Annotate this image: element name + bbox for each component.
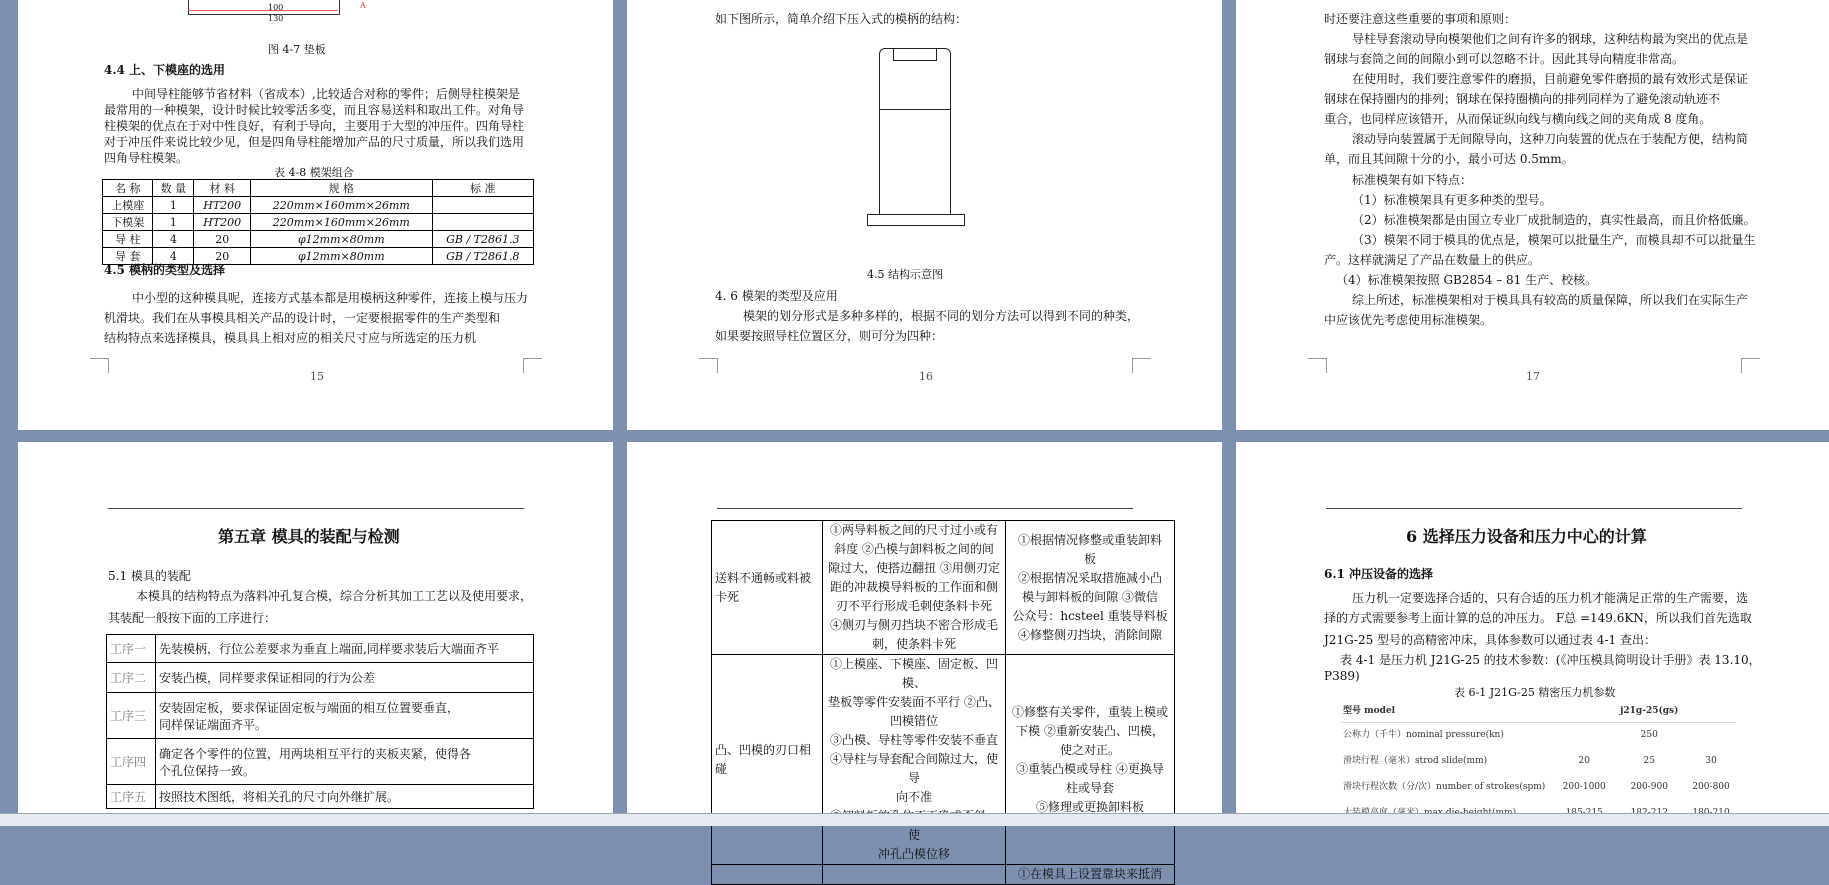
table-head-cell: 名 称 <box>103 180 153 197</box>
p17-line: （2）标准模架都是由国立专业厂成批制造的，真实性最高，而且价格低廉。 <box>1352 213 1756 227</box>
assembly-steps-table <box>106 634 534 809</box>
fix-line: ③重装凸模或导柱 ④更换导 <box>1016 761 1164 776</box>
para-4-4-line3: 柱模架的优点在于对中性良好，有利于导向，主要用于大型的冲压件。四角导柱 <box>104 119 525 133</box>
fault-name: 凸、凹模的刃口相碰 <box>712 655 823 865</box>
table-cell: 220mm×160mm×26mm <box>251 214 433 231</box>
table-row <box>103 197 534 214</box>
table-cell: φ12mm×80mm <box>251 248 433 265</box>
spec-cell <box>1556 722 1612 748</box>
crop-mark <box>699 358 718 373</box>
spec-cell: 200-1000 <box>1562 782 1606 792</box>
p17-line: 时还要注意这些重要的事项和原则： <box>1324 12 1517 26</box>
page-18 <box>18 442 613 813</box>
heading-4-6: 4. 6 模架的类型及应用 <box>715 289 838 303</box>
cause-line: 隙过大，使搭边翻扭 ③用侧刃定 <box>828 561 1000 575</box>
step-desc-line: 安装固定板，要求保证固定板与端面的相互位置要垂直， <box>159 700 460 715</box>
fix-line: 公众号：hcsteel 重装导料板 <box>1012 608 1168 623</box>
cause-line: 刃不平行形成毛刺使条料卡死 <box>835 599 992 613</box>
page-number: 17 <box>1526 370 1540 383</box>
fault-name: 送料不通畅或料被卡死 <box>712 521 823 655</box>
para-4-6-line2: 如果要按照导柱位置区分，则可分为四种： <box>715 329 944 343</box>
fig-4-7-dim-line <box>188 10 338 11</box>
table-cell: 1 <box>153 214 194 231</box>
spec-head-cell <box>1686 700 1736 722</box>
table-cell <box>432 197 533 214</box>
handle-flange <box>867 214 965 226</box>
page-17 <box>1236 0 1829 430</box>
cause-line: 向不准 <box>895 790 932 804</box>
cause-line: 刺，使条料卡死 <box>871 637 956 651</box>
page-16 <box>627 0 1222 430</box>
spec-cell: 25 <box>1643 756 1655 766</box>
header-rule <box>1326 508 1742 509</box>
handle-structure-drawing <box>879 48 951 228</box>
p17-line: 单，而且其间隙十分的小，最小可达 0.5mm。 <box>1324 152 1574 166</box>
page-number: 16 <box>919 370 933 383</box>
table-cell: 导 套 <box>103 248 153 265</box>
step-desc: 按照技术图纸，将相关孔的尺寸向外继扩展。 <box>156 785 534 809</box>
cause-line: ①两导料板之间的尺寸过小或有 <box>829 523 998 537</box>
fix-line: 柱或导套 <box>1065 780 1114 795</box>
table-row <box>1340 774 1736 800</box>
p17-line: 钢球与套筒之间的间隙小到可以忽略不计。因此其导向精度非常高。 <box>1324 52 1685 66</box>
p17-line: 重合，也同样应该错开，从而保证纵向线与横向线之间的夹角成 8 度角。 <box>1324 112 1712 126</box>
table-head-cell: 规 格 <box>251 180 433 197</box>
table-cell: 220mm×160mm×26mm <box>251 197 433 214</box>
fault-fix <box>1006 655 1175 865</box>
step-desc-line: 同样保证端面齐平。 <box>159 717 268 732</box>
para-4-4-line4: 对于冲压件来说比较少见，但是四角导柱能增加产品的尺寸质量，所以我们选用 <box>104 135 525 149</box>
para-6-1-line5: P389) <box>1324 669 1360 683</box>
fix-line: ④修整侧刃挡块，消除间隙 <box>1017 627 1162 642</box>
crop-mark <box>1308 358 1327 373</box>
table-cell: 1 <box>153 197 194 214</box>
spec-cell: 250 <box>1640 730 1658 741</box>
table-cell: 20 <box>194 231 251 248</box>
page-number: 15 <box>310 370 324 383</box>
spec-cell: 200-900 <box>1630 782 1668 792</box>
fix-line: ①根据情况修整或重装卸料 <box>1017 532 1162 547</box>
para-6-1-line2: 择的方式需要参考上面计算的总的冲压力。 F总 =149.6KN，所以我们首先选取 <box>1324 611 1752 625</box>
table-cell: HT200 <box>194 197 251 214</box>
fault-fix <box>1006 521 1175 655</box>
step-desc: 先装模柄，行位公差要求为垂直上端面,同样要求装后大端面齐平 <box>156 635 534 663</box>
fix-line: 下模 ②重新安装凸、凹模， <box>1016 723 1164 738</box>
heading-5-1: 5.1 模具的装配 <box>108 569 191 583</box>
spec-cell: 20 <box>1578 756 1590 766</box>
p17-line: （3）模架不同于模具的优点是，模架可以批量生产，而模具却不可以批量生 <box>1352 233 1756 247</box>
table-row <box>107 663 534 693</box>
cause-line: 垫板等零件安装面不平行 ②凸、 <box>828 695 1000 709</box>
table-row <box>712 655 1175 865</box>
step-key: 工序二 <box>107 663 156 693</box>
p17-line: 钢球在保持圈内的排列；钢球在保持圈横向的排列同样为了避免滚动轨迹不 <box>1324 92 1721 106</box>
crop-mark <box>1132 358 1151 373</box>
step-key: 工序三 <box>107 693 156 739</box>
fault-fix: ①在模具上设置靠块来抵消 <box>1006 865 1175 885</box>
table-row <box>107 785 534 809</box>
heading-4-4: 4.4 上、下模座的选用 <box>104 63 226 77</box>
table-cell: GB / T2861.3 <box>432 231 533 248</box>
spec-head-cell: 型号 model <box>1343 705 1396 716</box>
header-rule <box>717 508 1133 509</box>
table-header-row <box>1340 700 1736 722</box>
step-desc-line: 个孔位保持一致。 <box>159 763 256 778</box>
handle-top-cap <box>893 48 937 61</box>
cause-line: 斜度 ②凸模与卸料板之间的间 <box>834 542 994 556</box>
heading-6-1: 6.1 冲压设备的选择 <box>1324 567 1434 581</box>
fig-4-7-dim-100: 100 <box>268 3 284 12</box>
table-cell: 20 <box>194 248 251 265</box>
para-4-4-line5: 四角导柱模架。 <box>104 151 189 165</box>
p17-line: （4）标准模架按照 GB2854 – 81 生产、校核。 <box>1336 273 1598 287</box>
table-row <box>712 865 1175 885</box>
table-cell: GB / T2861.8 <box>432 248 533 265</box>
crop-mark <box>1741 358 1760 373</box>
table-header-row <box>103 180 534 197</box>
p17-line: 产。这样就满足了产品在数量上的供应。 <box>1324 253 1541 267</box>
cause-line: ④导柱与导套配合间隙过大，使导 <box>829 752 998 785</box>
cause-line: ③凸模、导柱等零件安装不垂直 <box>829 733 998 747</box>
fault-cause <box>823 521 1006 655</box>
crop-mark <box>523 358 542 373</box>
spec-cell: 200-800 <box>1692 782 1730 792</box>
cause-line: 使 <box>907 828 920 842</box>
table-cell: 导 柱 <box>103 231 153 248</box>
table-row <box>103 231 534 248</box>
para-5-1-line2: 其装配一般按下面的工序进行： <box>108 611 277 625</box>
table-4-8 <box>102 179 534 265</box>
cause-line: 距的冲裁模导料板的工作面和侧 <box>829 580 998 594</box>
para-4-5-line1: 中小型的这种模具呢，连接方式基本都是用模柄这种零件，连接上模与压力 <box>132 291 529 305</box>
step-desc-line: 确定各个零件的位置，用两块相互平行的夹板夹紧，使得各 <box>159 746 472 761</box>
fault-cause <box>823 655 1006 865</box>
step-key: 工序五 <box>107 785 156 809</box>
chapter-5-title: 第五章 模具的装配与检测 <box>218 527 400 546</box>
fig-4-7-caption: 图 4-7 垫板 <box>268 43 326 56</box>
fix-line: 模与卸料板的间隙 ③微信 <box>1022 589 1158 604</box>
page-16-intro-line: 如下图所示，简单介绍下压入式的模柄的结构： <box>715 12 968 26</box>
table-row <box>1340 722 1736 748</box>
table-6-1-caption: 表 6-1 J21G-25 精密压力机参数 <box>1454 686 1616 699</box>
table-head-cell: 数 量 <box>153 180 194 197</box>
para-4-4-line1: 中间导柱能够节省材料（省成本）,比较适合对称的零件；后侧导柱模架是 <box>132 87 520 101</box>
para-4-6-line1: 模架的划分形式是多种多样的，根据不同的划分方法可以得到不同的种类， <box>743 309 1140 323</box>
fig-4-7-dim-130: 130 <box>268 14 284 23</box>
para-4-5-line2: 机滑块。我们在从事模具相关产品的设计时，一定要根据零件的生产类型和 <box>104 311 501 325</box>
fault-cause <box>823 865 1006 885</box>
step-desc <box>156 693 534 739</box>
bottom-scroll-strip[interactable] <box>0 813 1829 826</box>
crop-mark <box>90 358 109 373</box>
cause-line: 冲孔凸模位移 <box>877 847 950 861</box>
para-4-4-line2: 最常用的一种模架，设计时候比较零活多变，而且容易送料和取出工件。对角导 <box>104 103 525 117</box>
table-row <box>103 214 534 231</box>
cause-line: ④侧刃与侧刃挡块不密合形成毛 <box>829 618 998 632</box>
fig-4-5-caption: 4.5 结构示意图 <box>867 268 943 281</box>
table-head-cell: 标 准 <box>432 180 533 197</box>
spec-cell: 滑块行程（毫米）strod slide(mm) <box>1343 756 1488 766</box>
step-desc: 安装凸模，同样要求保证相同的行为公差 <box>156 663 534 693</box>
table-row <box>107 635 534 663</box>
fig-4-7-drawing <box>188 0 340 15</box>
spec-head-cell <box>1556 700 1612 722</box>
table-row <box>107 693 534 739</box>
table-cell <box>432 214 533 231</box>
chapter-6-title: 6 选择压力设备和压力中心的计算 <box>1406 527 1647 546</box>
table-cell: φ12mm×80mm <box>251 231 433 248</box>
fix-line: ②根据情况采取措施减小凸 <box>1017 570 1162 585</box>
para-6-1-line3: J21G-25 型号的高精密冲床，具体参数可以通过表 4-1 查出： <box>1324 633 1656 647</box>
table-head-cell: 材 料 <box>194 180 251 197</box>
table-row <box>107 739 534 785</box>
fix-line: 使之对正。 <box>1059 742 1120 757</box>
fix-line: ①修整有关零件，重装上模或 <box>1011 704 1168 719</box>
cause-line: 凹模错位 <box>889 714 938 728</box>
step-desc <box>156 739 534 785</box>
table-row <box>1340 748 1736 774</box>
step-key: 工序四 <box>107 739 156 785</box>
para-5-1-line1: 本模具的结构特点为落料冲孔复合模，综合分析其加工工艺以及使用要求， <box>136 589 533 603</box>
spec-cell: 30 <box>1705 756 1717 766</box>
p17-line: 滚动导向装置属于无间隙导向，这种刀向装置的优点在于装配方便，结构简 <box>1352 132 1749 146</box>
p17-line: （1）标准模架具有更多种类的型号。 <box>1352 193 1552 207</box>
step-key: 工序一 <box>107 635 156 663</box>
table-row <box>712 521 1175 655</box>
table-cell: 上模座 <box>103 197 153 214</box>
p17-line: 标准模架有如下特点： <box>1352 173 1473 187</box>
handle-body <box>879 108 951 215</box>
press-spec-table <box>1340 700 1736 826</box>
para-4-5-line3: 结构特点来选择模具，模具具上相对应的相关尺寸应与所选定的压力机 <box>104 331 477 345</box>
fault-name <box>712 865 823 885</box>
p17-line: 在使用时，我们要注意零件的磨损，目前避免零件磨损的最有效形式是保证 <box>1352 72 1749 86</box>
spec-cell <box>1686 722 1736 748</box>
spec-cell: 滑块行程次数（分/次）number of strokes(spm) <box>1343 782 1546 792</box>
page-15 <box>18 0 613 430</box>
header-rule <box>108 508 524 509</box>
p17-line: 综上所述，标准模架相对于模具具有较高的质量保障，所以我们在实际生产 <box>1352 293 1749 307</box>
p17-line: 导柱导套滚动导向模架他们之间有许多的钢球，这种结构最为突出的优点是 <box>1352 32 1749 46</box>
spec-cell: 公称力（千牛）nominal pressure(kn) <box>1343 730 1504 741</box>
spec-head-cell: j21g-25(gs) <box>1620 705 1679 716</box>
cause-line: ①上模座、下模座、固定板、凹模、 <box>829 657 998 690</box>
table-cell: 下模架 <box>103 214 153 231</box>
heading-4-5: 4.5 模柄的类型及选择 <box>104 263 226 277</box>
fig-4-7-dim-mark: A <box>360 1 366 10</box>
fix-line: ⑤修理或更换卸料板 <box>1035 799 1144 814</box>
table-cell: 4 <box>153 248 194 265</box>
fault-table <box>711 520 1175 885</box>
table-cell: 4 <box>153 231 194 248</box>
page-19 <box>627 442 1222 881</box>
table-4-8-caption: 表 4-8 模架组合 <box>274 166 354 179</box>
page-20 <box>1236 442 1829 813</box>
para-6-1-line4: 表 4-1 是压力机 J21G-25 的技术参数：(《冲压模具简明设计手册》表 13.10， <box>1340 653 1761 667</box>
table-cell: HT200 <box>194 214 251 231</box>
fix-line: 板 <box>1083 551 1096 566</box>
para-6-1-line1: 压力机一定要选择合适的，只有合适的压力机才能满足正常的生产需要，选 <box>1352 591 1749 605</box>
p17-line: 中应该优先考虑使用标准模架。 <box>1324 313 1493 327</box>
